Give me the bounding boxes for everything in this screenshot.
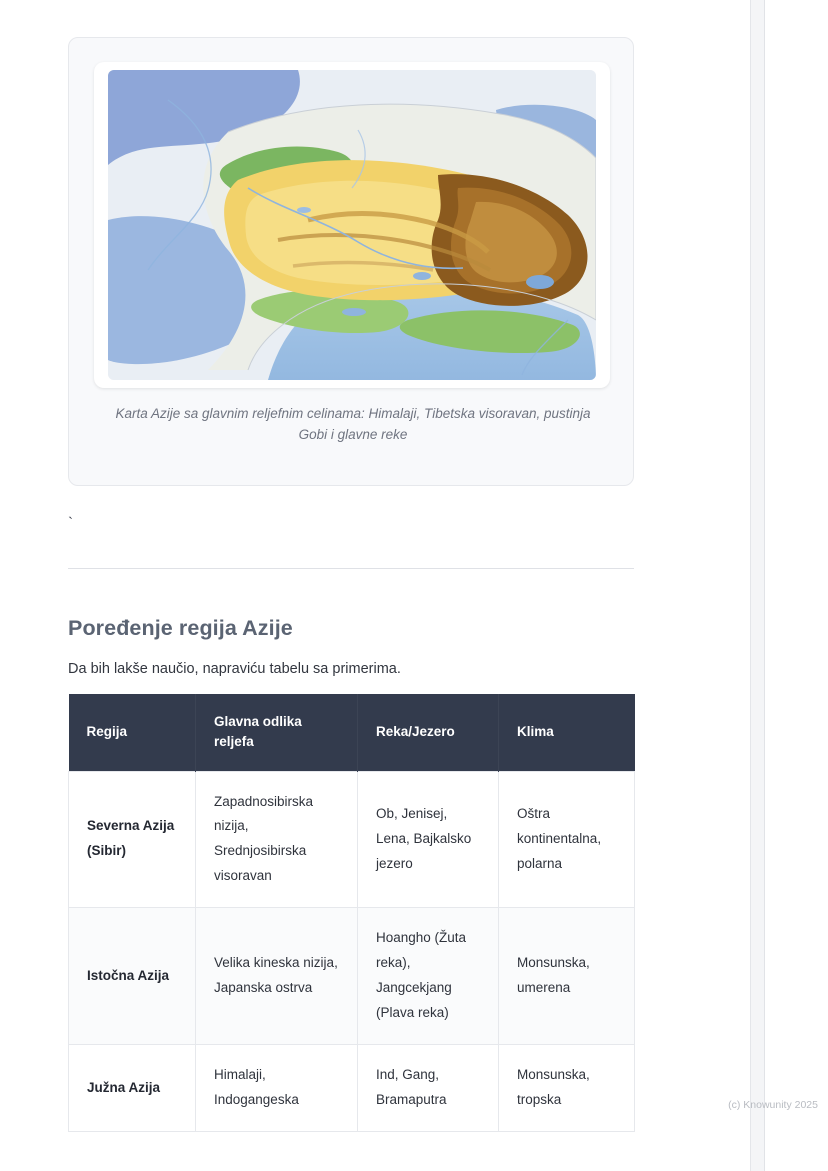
- watermark-label: (c) Knowunity 2025: [728, 1099, 818, 1111]
- cell-relief: Velika kineska nizija, Japanska ostrva: [196, 908, 358, 1045]
- cell-region: Južna Azija: [69, 1045, 196, 1132]
- column-header-water: Reka/Jezero: [358, 694, 499, 771]
- comparison-table: [68, 694, 635, 1132]
- stray-backtick-text: `: [68, 515, 73, 531]
- figure-caption: Karta Azije sa glavnim reljefnim celinama: Himalaji, Tibetska visoravan, pustinja Gobi i glavne reke: [115, 406, 591, 442]
- cell-climate: Oštra kontinentalna, polarna: [499, 771, 635, 908]
- cell-relief: Zapadnosibirska nizija, Srednjosibirska visoravan: [196, 771, 358, 908]
- cell-relief: Himalaji, Indogangeska: [196, 1045, 358, 1132]
- cell-climate: Monsunska, umerena: [499, 908, 635, 1045]
- relief-map-image: [108, 70, 596, 380]
- column-header-relief: Glavna odlika reljefa: [196, 694, 358, 771]
- vertical-scrollbar[interactable]: [751, 0, 765, 1171]
- column-header-region: Regija: [69, 694, 196, 771]
- cell-region: Istočna Azija: [69, 908, 196, 1045]
- table-row: [69, 908, 635, 1045]
- table-header-row: [69, 694, 635, 771]
- cell-climate: Monsunska, tropska: [499, 1045, 635, 1132]
- cell-water: Ind, Gang, Bramaputra: [358, 1045, 499, 1132]
- table-row: [69, 771, 635, 908]
- right-gutter: [728, 0, 828, 1171]
- figure-image-frame: [94, 62, 610, 388]
- cell-water: Ob, Jenisej, Lena, Bajkalsko jezero: [358, 771, 499, 908]
- cell-water: Hoangho (Žuta reka), Jangcekjang (Plava reka): [358, 908, 499, 1045]
- table-row: [69, 1045, 635, 1132]
- figure-card: [68, 37, 634, 486]
- page-title: Poređenje regija Azije: [68, 615, 293, 640]
- section-paragraph: Da bih lakše naučio, napraviću tabelu sa primerima.: [68, 660, 401, 677]
- section-divider: [68, 568, 634, 569]
- column-header-climate: Klima: [499, 694, 635, 771]
- cell-region: Severna Azija (Sibir): [69, 771, 196, 908]
